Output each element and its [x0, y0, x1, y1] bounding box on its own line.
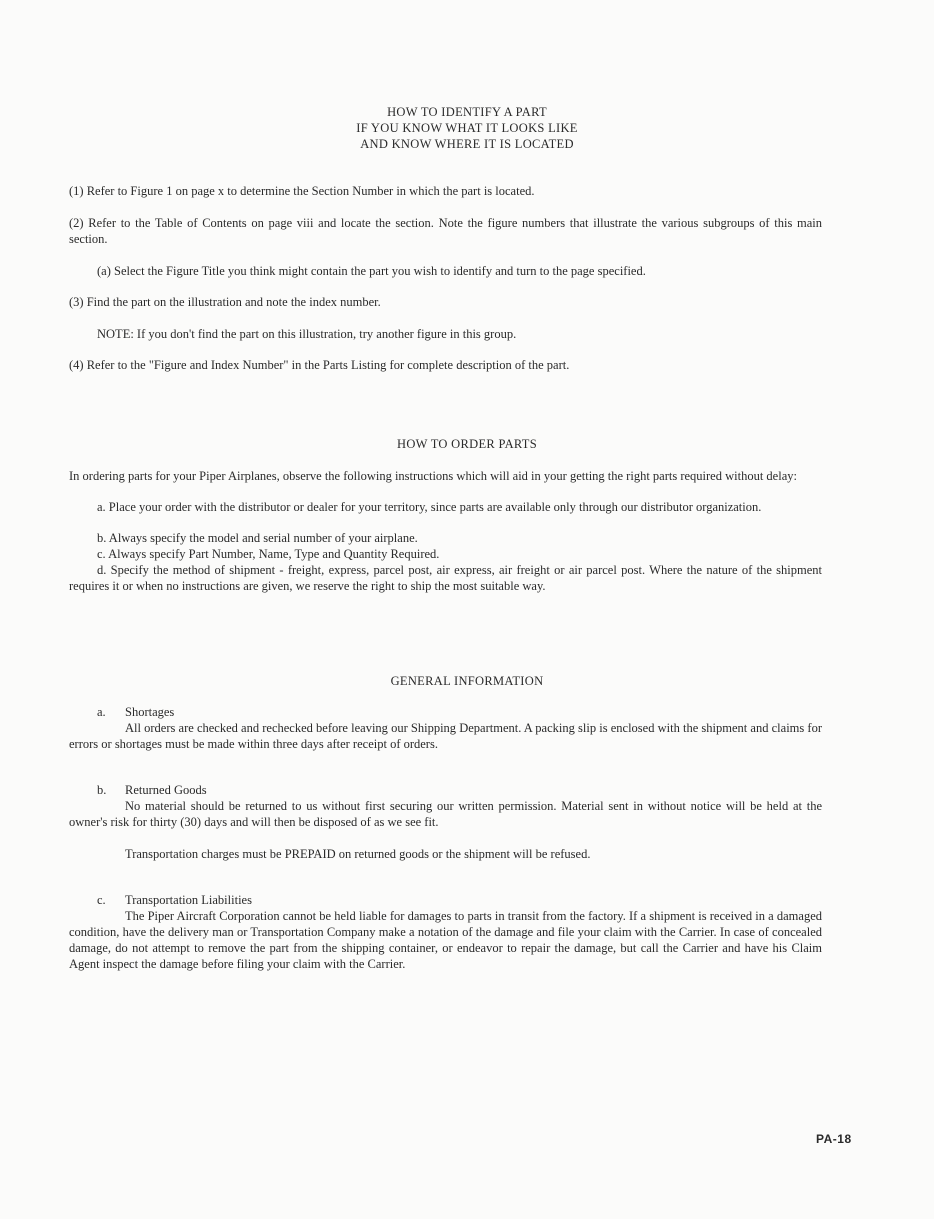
liabilities-title — [97, 892, 252, 908]
general-heading: GENERAL INFORMATION — [390, 674, 544, 688]
order-item-d: d. Specify the method of shipment - freight, express, parcel post, air express, air freight or air parcel post. Where the nature of the shipment requires it or when no instructions are given, we reserve the right to ship the most suitable way. — [69, 563, 822, 593]
order-heading: HOW TO ORDER PARTS — [397, 437, 537, 451]
identify-heading — [0, 104, 934, 152]
identify-step-2a: (a) Select the Figure Title you think might contain the part you wish to identify and turn to the page specified. — [97, 264, 646, 278]
identify-step-3: (3) Find the part on the illustration and note the index number. — [69, 295, 381, 309]
page-number: PA-18 — [816, 1132, 852, 1146]
shortages-title-text: Shortages — [125, 705, 175, 719]
shortages-text: All orders are checked and rechecked before leaving our Shipping Department. A packing slip is enclosed with the shipment and claims for errors or shortages must be made within three days after receipt of orders. — [69, 721, 822, 751]
identify-heading-line-2: IF YOU KNOW WHAT IT LOOKS LIKE — [356, 121, 578, 135]
identify-step-4: (4) Refer to the "Figure and Index Number" in the Parts Listing for complete description of the part. — [69, 358, 570, 372]
liabilities-text: The Piper Aircraft Corporation cannot be held liable for damages to parts in transit from the factory. If a shipment is received in a damaged condition, have the delivery man or Transportation Company make a notation of the damage and file your claim with the Carrier. In case of concealed damage, do not attempt to remove the part from the shipping container, or endeavor to repair the damage, but call the Carrier and have his Claim Agent inspect the damage before filing your claim with the Carrier. — [69, 909, 822, 971]
shortages-title — [97, 704, 174, 720]
returned-title-text: Returned Goods — [125, 783, 207, 797]
identify-note: NOTE: If you don't find the part on this illustration, try another figure in this group. — [97, 327, 517, 341]
liabilities-title-text: Transportation Liabilities — [125, 893, 252, 907]
identify-heading-line-3: AND KNOW WHERE IT IS LOCATED — [360, 137, 574, 151]
order-intro: In ordering parts for your Piper Airplanes, observe the following instructions which will aid in your getting the right parts required without delay: — [69, 469, 797, 483]
order-item-c: c. Always specify Part Number, Name, Type and Quantity Required. — [97, 547, 440, 561]
shortages-letter: a. — [97, 705, 106, 719]
returned-letter: b. — [97, 783, 107, 797]
identify-heading-line-1: HOW TO IDENTIFY A PART — [387, 105, 547, 119]
returned-text: No material should be returned to us without first securing our written permission. Material sent in without notice will be held at the owner's risk for thirty (30) days and will then be disposed of as we see fit. — [69, 799, 822, 829]
returned-title — [97, 782, 207, 798]
identify-step-2: (2) Refer to the Table of Contents on page viii and locate the section. Note the figure numbers that illustrate the various subgroups of this main section. — [69, 216, 822, 246]
liabilities-letter: c. — [97, 893, 106, 907]
order-item-b: b. Always specify the model and serial number of your airplane. — [97, 531, 418, 545]
returned-text-2: Transportation charges must be PREPAID on returned goods or the shipment will be refused. — [125, 847, 591, 861]
order-item-a: a. Place your order with the distributor or dealer for your territory, since parts are available only through our distributor organization. — [97, 500, 762, 514]
identify-step-1: (1) Refer to Figure 1 on page x to determine the Section Number in which the part is located. — [69, 184, 535, 198]
